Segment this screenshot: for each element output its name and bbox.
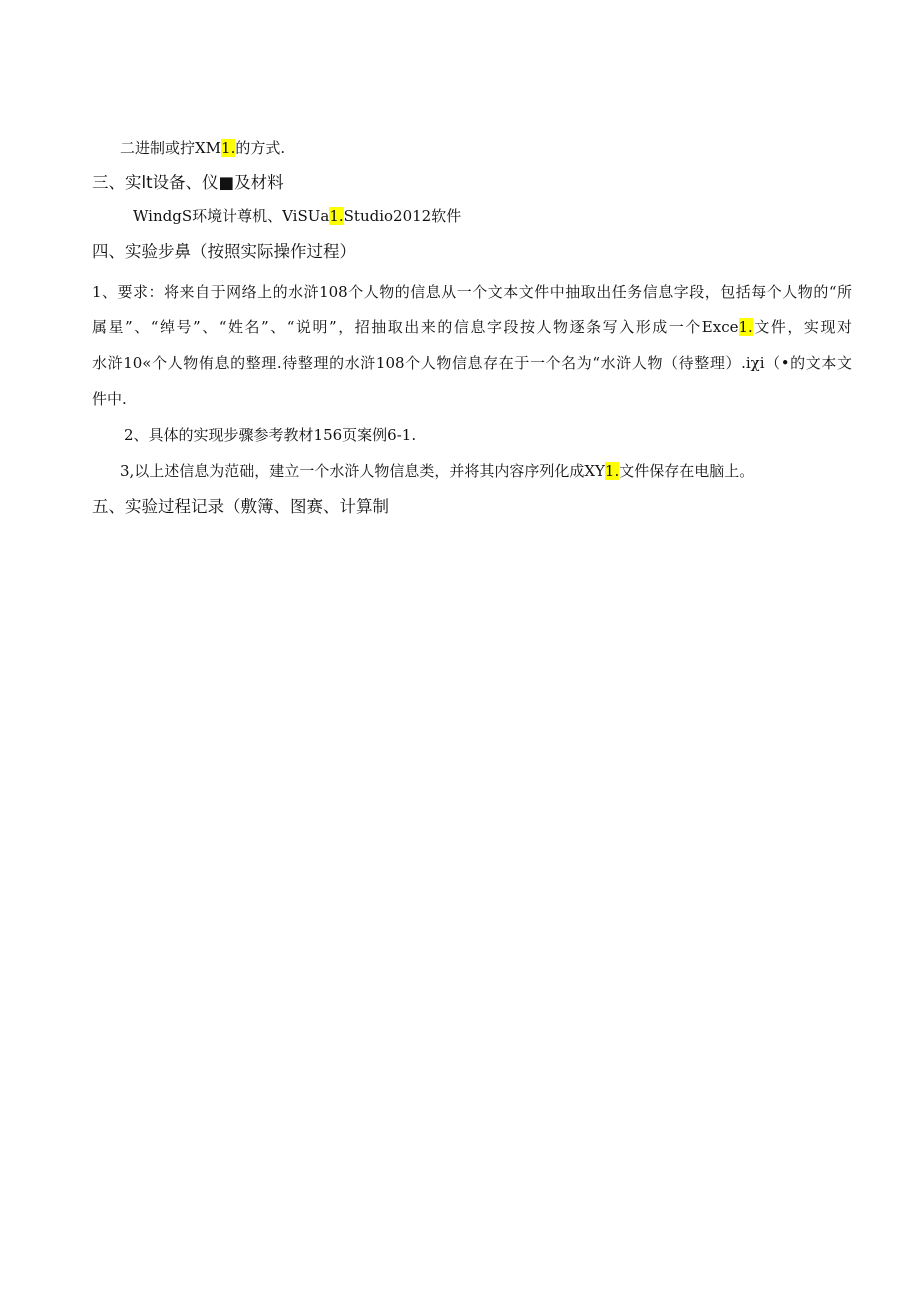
intro-text-after: 的方式. <box>235 139 286 157</box>
para-3 <box>120 461 754 481</box>
highlight-mark: 1. <box>604 462 620 480</box>
para-1-line-1: 1、要求：将来自于网络上的水浒108个人物的信息从一个文本文件中抽取出任务信息字段，包括每个人物的“所 <box>92 283 852 301</box>
highlight-mark: 1. <box>221 139 236 157</box>
section-3-line <box>133 206 461 226</box>
para-1-line-4: 件中. <box>92 390 127 408</box>
highlight-mark: 1. <box>738 318 753 336</box>
section-5-heading: 五、实验过程记录（敷簿、图赛、计算制 <box>92 497 389 516</box>
para-1-text-after: 文件，实现对 <box>752 318 852 336</box>
section-3-text-after: Studio2012软件 <box>343 207 462 225</box>
para-1-text-before: 属星”、“绰号”、“姓名”、“说明”，招抽取出来的信息字段按人物逐条写入形成一个Exce <box>92 318 739 336</box>
para-2: 2、具体的实现步骤参考教材156页案例6-1. <box>124 426 417 444</box>
intro-line <box>120 138 285 158</box>
para-1-line-2 <box>92 317 852 337</box>
para-3-text-after: 文件保存在电脑上。 <box>619 462 755 480</box>
section-3-heading: 三、实lt设备、仪■及材料 <box>92 173 284 192</box>
highlight-mark: 1. <box>329 207 344 225</box>
intro-text-before: 二进制或拧XM <box>120 139 222 157</box>
para-1-line-3: 水浒10«个人物侑息的整理.待整理的水浒108个人物信息存在于一个名为“水浒人物（待整理）.iχi（•的文本文 <box>92 354 852 372</box>
section-4-heading: 四、实验步鼻（按照实际操作过程） <box>92 242 356 261</box>
para-3-text-before: 3,以上述信息为范础，建立一个水浒人物信息类，并将其内容序列化成XY <box>120 462 605 480</box>
section-3-text-before: WindgS环境计尊机、ViSUa <box>133 207 330 225</box>
